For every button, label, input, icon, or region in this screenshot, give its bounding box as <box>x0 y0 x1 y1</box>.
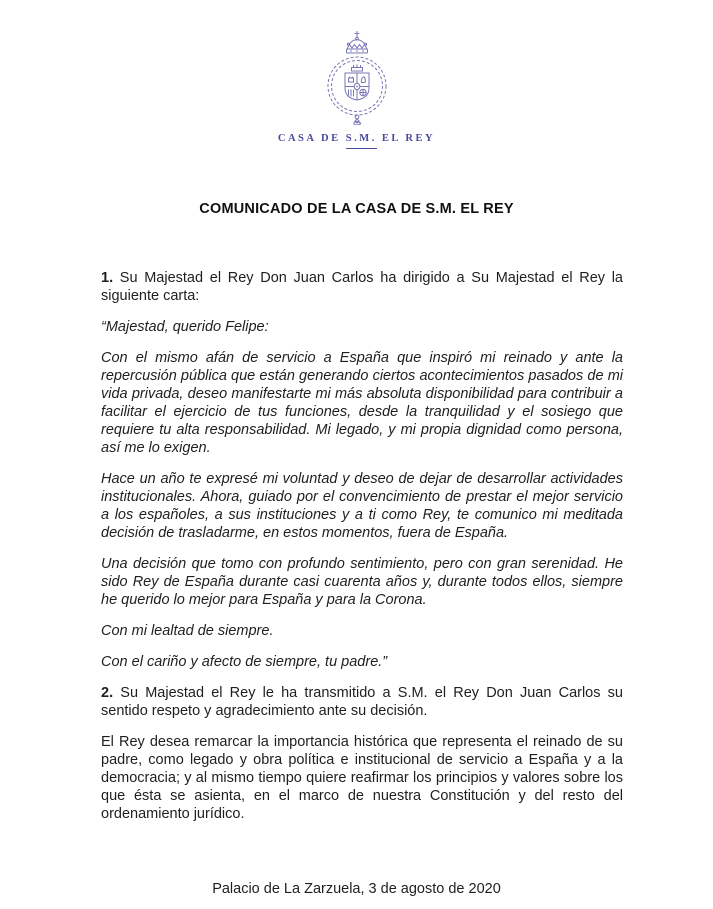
paragraph-5-text: Una decisión que tomo con profundo sentimiento, pero con gran serenidad. He sido Rey de España durante casi cuarenta años y, durante todos ellos, siempre he querido lo mejor para España y para la Corona. <box>101 556 623 608</box>
letterhead <box>0 28 713 149</box>
org-name-post: EL REY <box>376 133 436 144</box>
document-body <box>101 269 623 823</box>
paragraph-4-text: Hace un año te expresé mi voluntad y deseo de dejar de desarrollar actividades institucionales. Ahora, guiado por el convencimiento de prestar el mejor servicio a los españoles, a sus instituciones y a ti como Rey, te comunico mi meditada decisión de trasladarme, en estos momentos, fuera de España. <box>101 471 623 541</box>
paragraph-1-text: Su Majestad el Rey Don Juan Carlos ha dirigido a Su Majestad el Rey la siguiente carta: <box>101 270 623 304</box>
paragraph-7-text: Con el cariño y afecto de siempre, tu padre.” <box>101 654 388 670</box>
paragraph-5-letter-body <box>101 555 623 609</box>
paragraph-8-number: 2. <box>101 685 114 701</box>
paragraph-2-letter-salutation <box>101 318 623 336</box>
org-name-pre: CASA DE <box>277 133 346 144</box>
place-and-date-line: Palacio de La Zarzuela, 3 de agosto de 2020 <box>212 881 501 897</box>
paragraph-1-number: 1. <box>101 270 114 286</box>
paragraph-4-letter-body <box>101 470 623 542</box>
paragraph-2-text: “Majestad, querido Felipe: <box>101 319 269 335</box>
paragraph-8-numbered <box>101 684 623 720</box>
royal-coat-of-arms-icon <box>0 28 713 125</box>
paragraph-7-letter-signoff <box>101 653 623 671</box>
paragraph-9 <box>101 733 623 823</box>
paragraph-9-text: El Rey desea remarcar la importancia histórica que representa el reinado de su padre, como legado y obra política e institucional de servicio a España y a la democracia; y al mismo tiempo quiere reafirmar los principios y valores sobre los que ésta se asienta, en el marco de nuestra Constitución y del resto del ordenamiento jurídico. <box>101 734 623 822</box>
org-name-sm-underlined: S.M. <box>346 133 377 149</box>
paragraph-8-text: Su Majestad el Rey le ha transmitido a S.M. el Rey Don Juan Carlos su sentido respeto y agradecimiento ante su decisión. <box>101 685 623 719</box>
paragraph-6-text: Con mi lealtad de siempre. <box>101 623 274 639</box>
org-name <box>0 133 713 149</box>
paragraph-3-text: Con el mismo afán de servicio a España que inspiró mi reinado y ante la repercusión pública que están generando ciertos acontecimientos pasados de mi vida privada, deseo manifestarte mi más absoluta disponibilidad para contribuir a facilitar el ejercicio de tus funciones, desde la tranquilidad y el sosiego que requiere tu alta responsabilidad. Mi legado, y mi propia dignidad como persona, así me lo exigen. <box>101 350 623 456</box>
paragraph-3-letter-body <box>101 349 623 457</box>
paragraph-6-letter-closing <box>101 622 623 640</box>
document-title: COMUNICADO DE LA CASA DE S.M. EL REY <box>199 201 514 217</box>
paragraph-1-numbered <box>101 269 623 305</box>
